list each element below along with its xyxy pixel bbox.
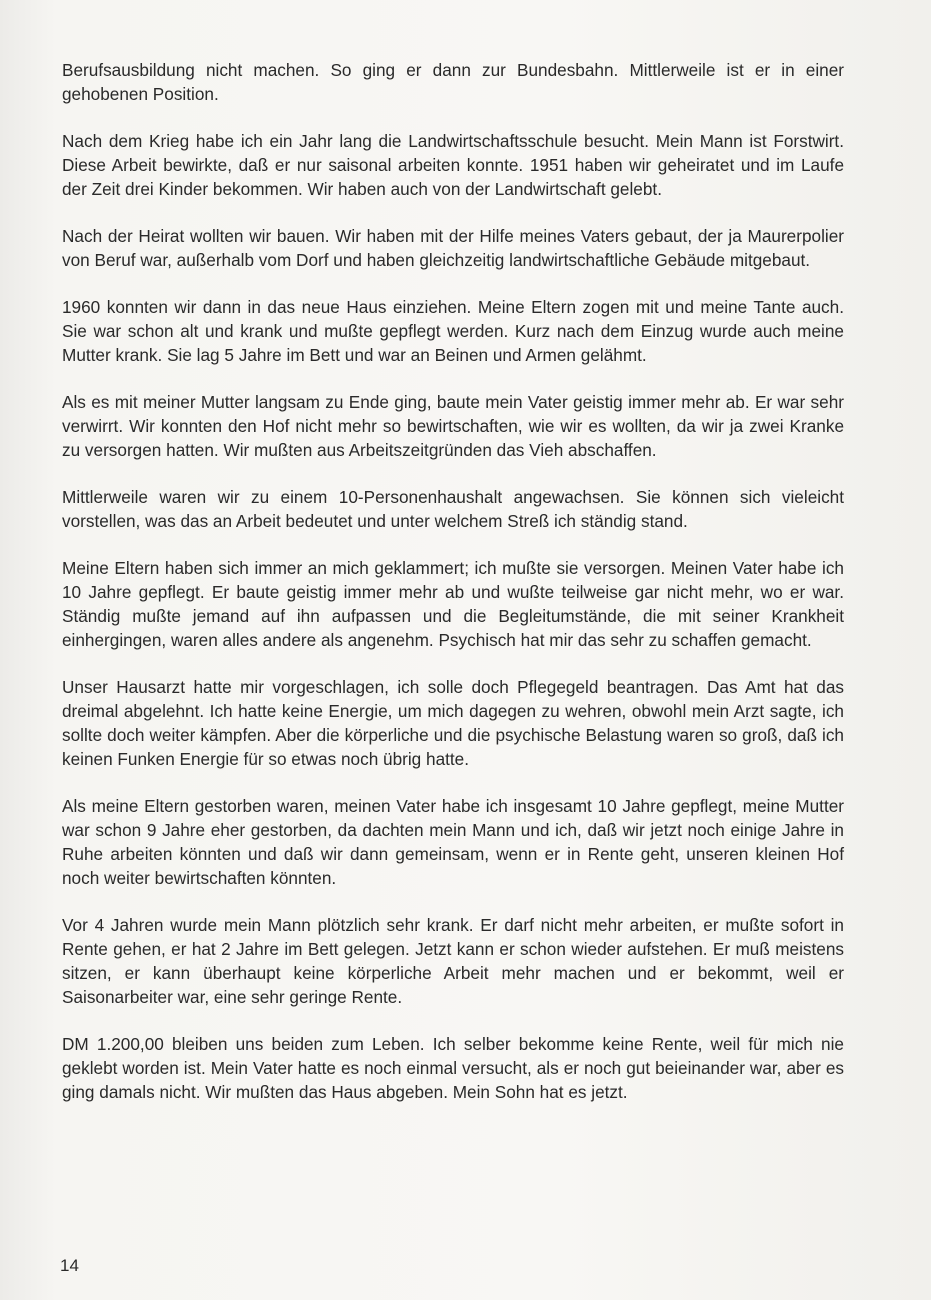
page-number: 14	[60, 1256, 79, 1275]
paragraph: Nach dem Krieg habe ich ein Jahr lang die Landwirtschaftsschule besucht. Mein Mann ist Forstwirt. Diese Arbeit bewirkte, daß er nur saisonal arbeiten konnte. 1951 haben wir geheiratet und im Laufe der Zeit drei Kinder bekommen. Wir haben auch von der Landwirtschaft gelebt.	[62, 131, 844, 199]
paragraph: Mittlerweile waren wir zu einem 10-Personenhaushalt angewachsen. Sie können sich vieleicht vorstellen, was das an Arbeit bedeutet und unter welchem Streß ich ständig stand.	[62, 487, 844, 531]
paragraph: Berufsausbildung nicht machen. So ging er dann zur Bundesbahn. Mittlerweile ist er in einer gehobenen Position.	[62, 60, 844, 104]
paragraph: Als meine Eltern gestorben waren, meinen Vater habe ich insgesamt 10 Jahre gepflegt, meine Mutter war schon 9 Jahre eher gestorben, da dachten mein Mann und ich, daß wir jetzt noch einige Jahre in Ruhe arbeiten könnten und daß wir dann gemeinsam, wenn er in Rente geht, unseren kleinen Hof noch weiter bewirtschaften könnten.	[62, 796, 844, 888]
body-text	[62, 58, 844, 1127]
paragraph: 1960 konnten wir dann in das neue Haus einziehen. Meine Eltern zogen mit und meine Tante auch. Sie war schon alt und krank und mußte gepflegt werden. Kurz nach dem Einzug wurde auch meine Mutter krank. Sie lag 5 Jahre im Bett und war an Beinen und Armen gelähmt.	[62, 297, 844, 365]
paragraph: DM 1.200,00 bleiben uns beiden zum Leben. Ich selber bekomme keine Rente, weil für mich nie geklebt worden ist. Mein Vater hatte es noch einmal versucht, als er noch gut beieinander war, aber es ging damals nicht. Wir mußten das Haus abgeben. Mein Sohn hat es jetzt.	[62, 1034, 844, 1102]
paragraph: Als es mit meiner Mutter langsam zu Ende ging, baute mein Vater geistig immer mehr ab. Er war sehr verwirrt. Wir konnten den Hof nicht mehr so bewirtschaften, wie wir es wollten, da wir ja zwei Kranke zu versorgen hatten. Wir mußten aus Arbeitszeitgründen das Vieh abschaffen.	[62, 392, 844, 460]
paragraph: Unser Hausarzt hatte mir vorgeschlagen, ich solle doch Pflegegeld beantragen. Das Amt hat das dreimal abgelehnt. Ich hatte keine Energie, um mich dagegen zu wehren, obwohl mein Arzt sagte, ich sollte doch weiter kämpfen. Aber die körperliche und die psychische Belastung waren so groß, daß ich keinen Funken Energie für so etwas noch übrig hatte.	[62, 677, 844, 769]
paragraph: Meine Eltern haben sich immer an mich geklammert; ich mußte sie versorgen. Meinen Vater habe ich 10 Jahre gepflegt. Er baute geistig immer mehr ab und wußte teilweise gar nicht mehr, wo er war. Ständig mußte jemand auf ihn aufpassen und die Begleitumstände, die mit seiner Krankheit einhergingen, waren alles andere als angenehm. Psychisch hat mir das sehr zu schaffen gemacht.	[62, 558, 844, 650]
paragraph: Vor 4 Jahren wurde mein Mann plötzlich sehr krank. Er darf nicht mehr arbeiten, er mußte sofort in Rente gehen, er hat 2 Jahre im Bett gelegen. Jetzt kann er schon wieder aufstehen. Er muß meistens sitzen, er kann überhaupt keine körperliche Arbeit mehr machen und er bekommt, weil er Saisonarbeiter war, eine sehr geringe Rente.	[62, 915, 844, 1007]
paragraph: Nach der Heirat wollten wir bauen. Wir haben mit der Hilfe meines Vaters gebaut, der ja Maurerpolier von Beruf war, außerhalb vom Dorf und haben gleichzeitig landwirtschaftliche Gebäude mitgebaut.	[62, 226, 844, 270]
